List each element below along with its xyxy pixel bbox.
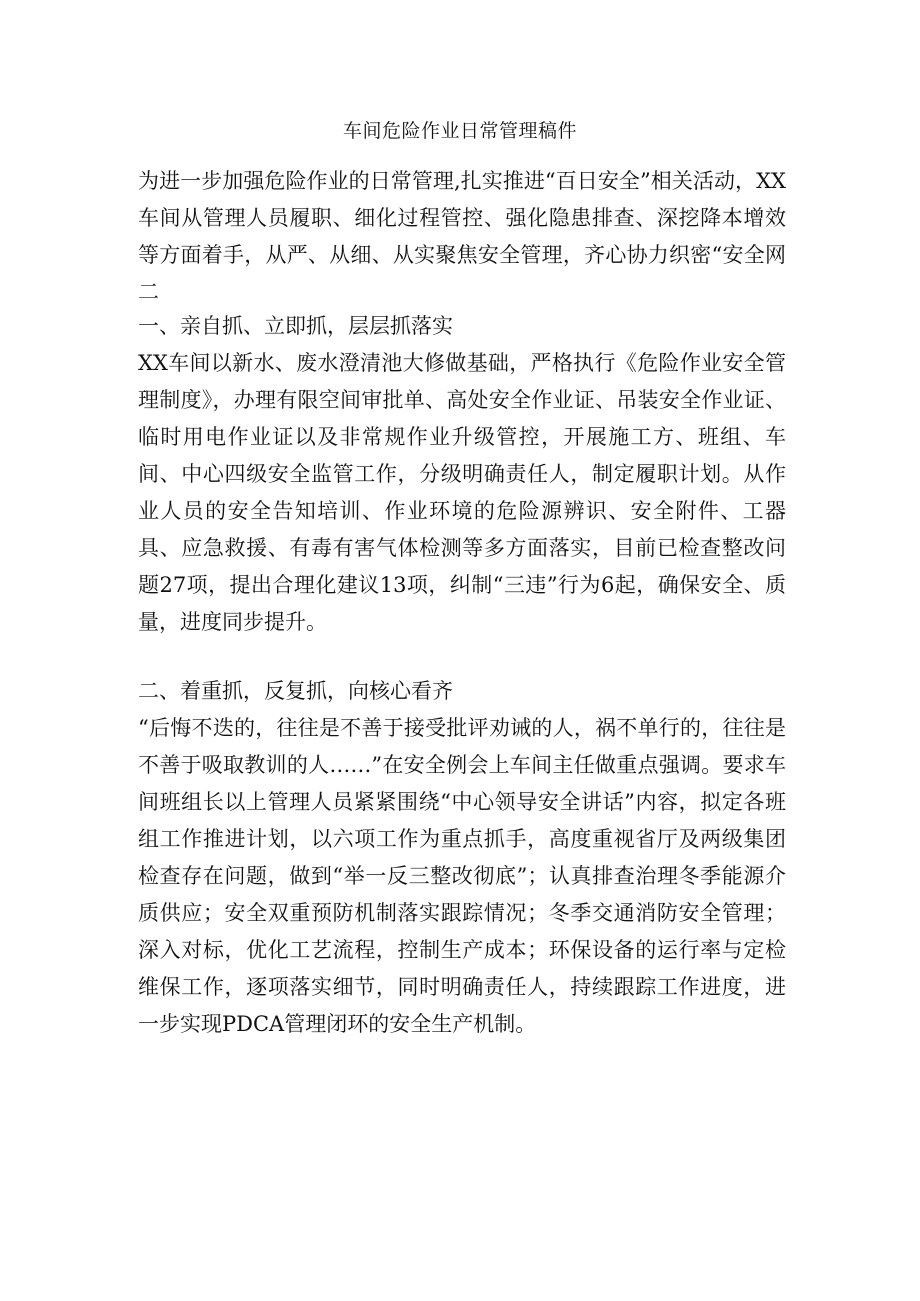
section-body-2: “后悔不迭的，往往是不善于接受批评劝诫的人，祸不单行的，往往是不善于吸取教训的人……”在安全例会上车间主任做重点强调。要求车间班组长以上管理人员紧紧围绕“中心领导安全讲话”内容，拟定各班组工作推进计划，以六项工作为重点抓手，高度重视省厅及两级集团检查存在问题，做到“举一反三整改彻底”；认真排查治理冬季能源介质供应；安全双重预防机制落实跟踪情况；冬季交通消防安全管理；深入对标，优化工艺流程，控制生产成本；环保设备的运行率与定检维保工作，逐项落实细节，同时明确责任人，持续跟踪工作进度，进一步实现PDCA管理闭环的安全生产机制。 [138,716,786,1036]
intro-paragraph: 为进一步加强危险作业的日常管理,扎实推进“百日安全”相关活动，XX车间从管理人员履职、细化过程管控、强化隐患排查、深挖降本增效等方面着手，从严、从细、从实聚焦安全管理，齐心协力织密“安全网二 [138,169,786,304]
section-heading-2: 二、着重抓，反复抓，向核心看齐 [138,679,453,703]
section-body-1: XX车间以新水、废水澄清池大修做基础，严格执行《危险作业安全管理制度》，办理有限空间审批单、高处安全作业证、吊装安全作业证、临时用电作业证以及非常规作业升级管控，开展施工方、班组、车间、中心四级安全监管工作，分级明确责任人，制定履职计划。从作业人员的安全告知培训、作业环境的危险源辨识、安全附件、工器具、应急救援、有毒有害气体检测等多方面落实，目前已检查整改问题27项，提出合理化建议13项，纠制“三违”行为6起，确保安全、质量，进度同步提升。 [138,351,786,634]
section-heading-1: 一、亲自抓、立即抓，层层抓落实 [138,314,453,338]
document-title: 车间危险作业日常管理稿件 [342,120,577,142]
